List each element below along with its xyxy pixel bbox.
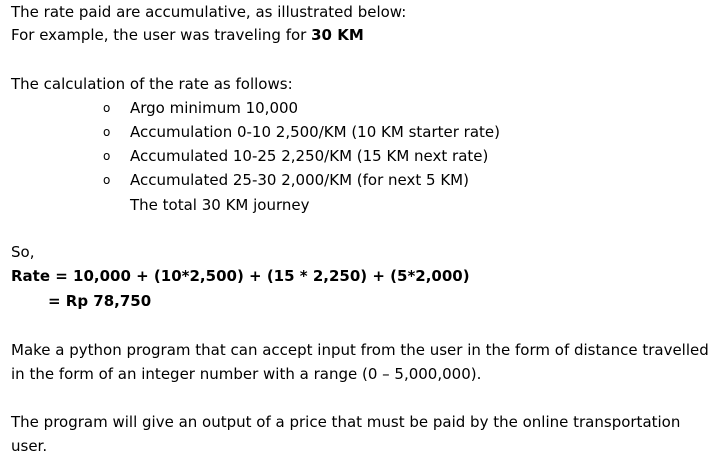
bullet-marker-icon: o (103, 173, 111, 187)
so-label: So, (11, 243, 35, 261)
rate-result: = Rp 78,750 (48, 292, 152, 310)
bullet-item (11, 144, 706, 168)
bullet-text: Argo minimum 10,000 (130, 99, 299, 117)
total-note-row (11, 193, 706, 217)
intro-line-1: The rate paid are accumulative, as illustrated below: (11, 3, 407, 21)
total-note: The total 30 KM journey (130, 196, 310, 214)
intro-line-2-text: For example, the user was traveling for (11, 26, 312, 44)
bullet-text: Accumulated 10-25 2,250/KM (15 KM next rate) (130, 147, 489, 165)
bullet-item (11, 96, 706, 120)
output-line-1: The program will give an output of a price that must be paid by the online transportation (11, 413, 681, 431)
bullet-marker-icon: o (103, 101, 111, 115)
intro-distance-bold: 30 KM (311, 26, 364, 44)
bullet-marker-icon: o (103, 125, 111, 139)
bullet-item (11, 120, 706, 144)
bullet-text: Accumulated 25-30 2,000/KM (for next 5 KM) (130, 171, 469, 189)
task-line-1: Make a python program that can accept input from the user in the form of distance travelled (11, 341, 709, 359)
calc-heading: The calculation of the rate as follows: (11, 75, 293, 93)
intro-line-2 (11, 23, 364, 47)
output-line-2: user. (11, 437, 48, 455)
bullet-marker-icon: o (103, 149, 111, 163)
bullet-text: Accumulation 0-10 2,500/KM (10 KM starter rate) (130, 123, 501, 141)
task-line-2: in the form of an integer number with a range (0 – 5,000,000). (11, 365, 482, 383)
rate-formula: Rate = 10,000 + (10*2,500) + (15 * 2,250) + (5*2,000) (11, 267, 470, 285)
bullet-item (11, 168, 706, 192)
